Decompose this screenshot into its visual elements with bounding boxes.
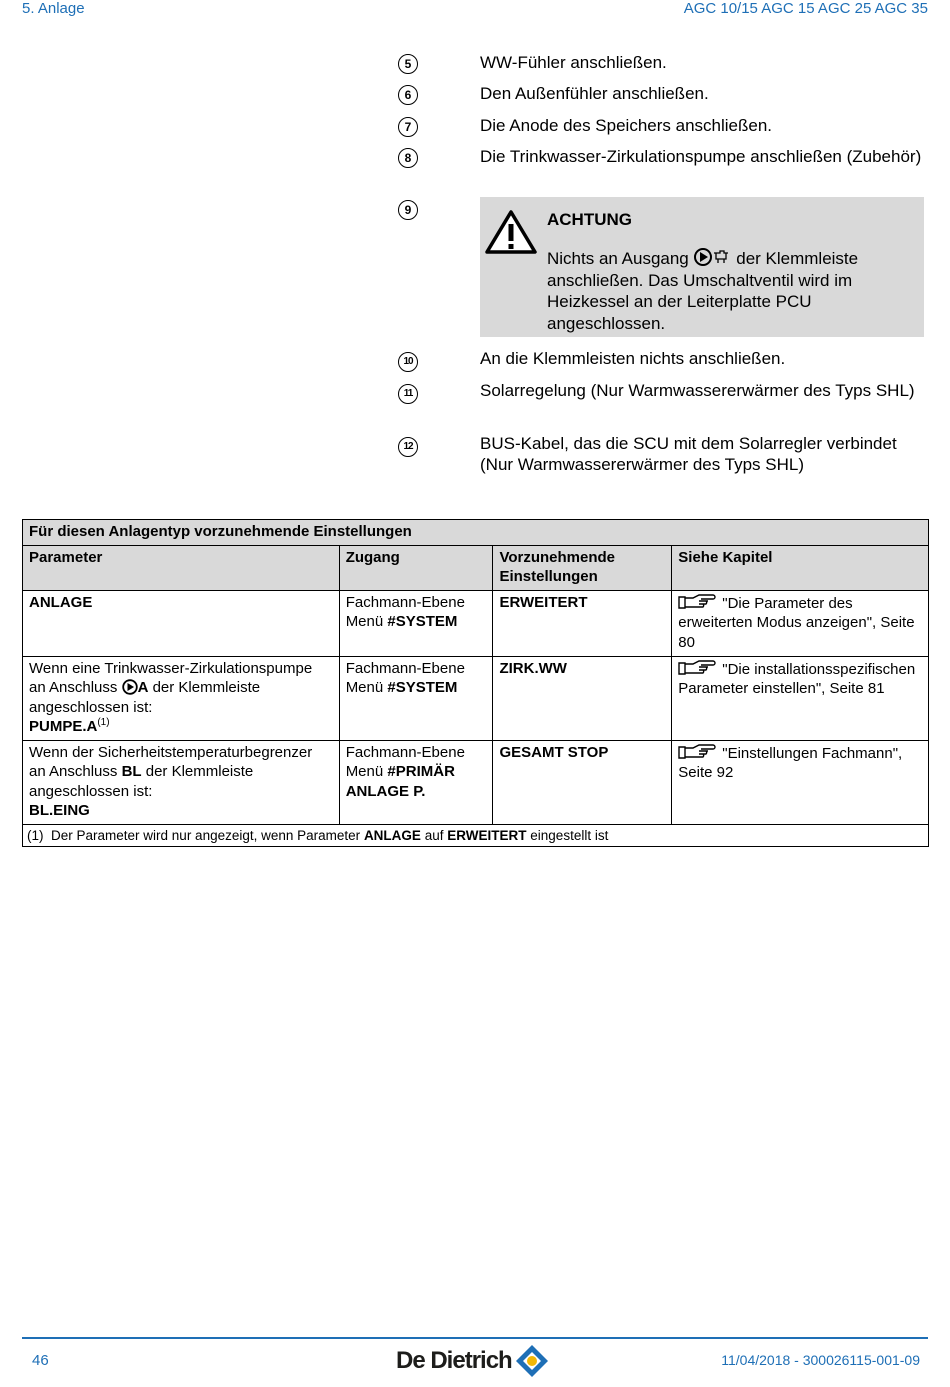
warning-triangle-icon	[485, 209, 537, 255]
warning-text	[547, 247, 907, 334]
warning-text-after: der Klemmleiste anschließen. Das Umschaltventil wird im Heizkessel an der Leiterplatte PCU angeschlossen.	[547, 249, 859, 333]
chapter-cell	[672, 740, 929, 824]
chapter-reference: "Einstellungen Fachmann", Seite 92	[678, 744, 903, 781]
step-text: An die Klemmleisten nichts anschließen.	[480, 349, 786, 368]
step-number: 5	[398, 52, 420, 74]
footnote-marker: (1)	[27, 827, 44, 843]
access-cell	[339, 590, 493, 656]
table-footnote-row	[23, 824, 929, 846]
table-header-row	[23, 545, 929, 590]
parameter-cell	[23, 740, 340, 824]
parameter-name: ANLAGE	[29, 593, 93, 611]
table-row	[23, 740, 929, 824]
setting-cell	[493, 590, 672, 656]
chapter-reference: "Die installationsspezifischen Parameter einstellen", Seite 81	[678, 660, 916, 697]
step-number: 9	[398, 198, 420, 220]
step-text: WW-Fühler anschließen.	[480, 53, 667, 72]
chapter-cell	[672, 656, 929, 740]
settings-table	[22, 519, 929, 847]
footnote-text: Der Parameter wird nur angezeigt, wenn Parameter	[51, 827, 361, 843]
access-menu: #SYSTEM	[387, 613, 458, 630]
footnote-value: ERWEITERT	[447, 827, 527, 843]
access-menu: #PRIMÄR ANLAGE P.	[345, 763, 455, 800]
brand-logo	[396, 1344, 550, 1378]
parameter-cell	[23, 656, 340, 740]
step-number: 8	[398, 146, 420, 168]
step-text: Den Außenfühler anschließen.	[480, 84, 709, 103]
warning-text-before: Nichts an Ausgang	[547, 249, 689, 268]
parameter-name: BL.EING	[29, 802, 90, 819]
table-title: Für diesen Anlagentyp vorzunehmende Einstellungen	[23, 520, 929, 546]
step-number: 11	[398, 380, 420, 402]
access-level: Fachmann-Ebene	[345, 743, 465, 761]
parameter-description: Wenn eine Trinkwasser-Zirkulationspumpe an Anschluss	[29, 659, 313, 696]
connector-label: BL	[121, 763, 142, 780]
brand-logo-icon	[514, 1343, 550, 1379]
pointing-hand-icon	[678, 743, 716, 761]
table-title-row	[23, 520, 929, 546]
access-menu: #SYSTEM	[387, 679, 458, 696]
pointing-hand-icon	[678, 659, 716, 677]
parameter-description-end: der Klemmleiste angeschlossen ist:	[29, 763, 254, 800]
page-number: 46	[32, 1352, 49, 1369]
parameter-name: PUMPE.A	[29, 718, 98, 735]
footnote-marker: (1)	[97, 717, 110, 728]
step-number: 12	[398, 433, 420, 455]
column-header-settings: Vorzunehmende Einstellungen	[493, 545, 672, 590]
access-level: Fachmann-Ebene	[345, 593, 465, 611]
output-valve-icon	[694, 247, 732, 267]
parameter-description: Wenn der Sicherheitstemperaturbegrenzer an Anschluss	[29, 743, 313, 780]
table-row	[23, 590, 929, 656]
step-number: 10	[398, 348, 420, 370]
column-header-access: Zugang	[339, 545, 493, 590]
access-level: Fachmann-Ebene	[345, 659, 465, 677]
setting-value: ZIRK.WW	[499, 659, 567, 677]
column-header-parameter: Parameter	[23, 545, 340, 590]
table-row	[23, 656, 929, 740]
footer-divider	[22, 1337, 928, 1339]
chapter-cell	[672, 590, 929, 656]
header-section: 5. Anlage	[22, 0, 85, 17]
setting-value: ERWEITERT	[499, 593, 588, 611]
warning-box	[480, 197, 924, 337]
access-cell	[339, 740, 493, 824]
pointing-hand-icon	[678, 593, 716, 611]
step-text: Die Trinkwasser-Zirkulationspumpe anschließen (Zubehör)	[480, 147, 922, 166]
step-text: Die Anode des Speichers anschließen.	[480, 116, 773, 135]
parameter-description-end: der Klemmleiste angeschlossen ist:	[29, 679, 261, 716]
access-menu-prefix: Menü	[345, 679, 388, 696]
header-models: AGC 10/15 AGC 15 AGC 25 AGC 35	[683, 0, 928, 17]
chapter-reference: "Die Parameter des erweiterten Modus anzeigen", Seite 80	[678, 594, 915, 651]
access-cell	[339, 656, 493, 740]
brand-logo-text: De Dietrich	[396, 1347, 512, 1374]
step-text: BUS-Kabel, das die SCU mit dem Solarregler verbindet (Nur Warmwassererwärmer des Typs SHL)	[480, 434, 897, 474]
step-number: 7	[398, 115, 420, 137]
footnote-text: auf	[424, 827, 444, 843]
access-menu-prefix: Menü	[345, 763, 388, 780]
footnote-text: eingestellt ist	[530, 827, 609, 843]
step-text: Solarregelung (Nur Warmwassererwärmer des Typs SHL)	[480, 381, 915, 400]
access-menu-prefix: Menü	[345, 613, 388, 630]
setting-value: GESAMT STOP	[499, 743, 609, 761]
pump-output-icon	[122, 679, 138, 695]
column-header-chapter: Siehe Kapitel	[672, 545, 929, 590]
document-reference: 11/04/2018 - 300026115-001-09	[721, 1352, 920, 1368]
connector-label: A	[137, 679, 149, 696]
step-number: 6	[398, 83, 420, 105]
setting-cell	[493, 656, 672, 740]
setting-cell	[493, 740, 672, 824]
parameter-cell	[23, 590, 340, 656]
footnote-parameter: ANLAGE	[363, 827, 421, 843]
table-footnote	[23, 824, 929, 846]
warning-title: ACHTUNG	[547, 210, 632, 229]
